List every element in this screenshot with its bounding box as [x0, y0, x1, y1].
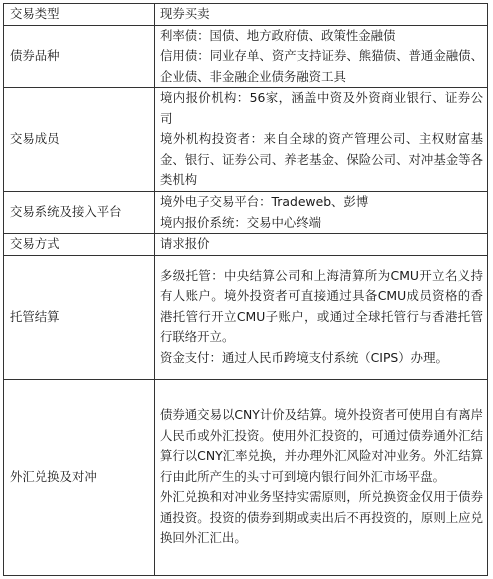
content-paragraph: 信用债：同业存单、资产支持证券、熊猫债、普通金融债、企业债、非金融企业债务融资工具 [160, 48, 483, 84]
row-label: 债券品种 [4, 25, 155, 88]
table-row-trade-method [4, 234, 488, 256]
content-paragraph: 利率债：国债、地方政府债、政策性金融债 [160, 27, 396, 43]
table-row-trade-type [4, 4, 488, 26]
table-row-members [4, 88, 488, 192]
row-label: 交易成员 [4, 88, 155, 192]
row-content [155, 234, 488, 256]
content-paragraph: 请求报价 [160, 236, 210, 251]
table-row-custody-settlement [4, 255, 488, 379]
content-paragraph: 境内报价系统：交易中心终端 [160, 214, 322, 230]
row-label: 托管结算 [4, 255, 155, 379]
content-paragraph: 境内报价机构：56家，涵盖中资及外资商业银行、证券公司 [160, 90, 483, 126]
row-label: 交易方式 [4, 234, 155, 256]
content-paragraph: 债券通交易以CNY计价及结算。境外投资者可使用自有离岸人民币或外汇投资。使用外汇投资的，可通过债券通外汇结算行以CNY汇率兑换，并办理外汇风险对冲业务。外汇结算行由此所产生的头寸可到境内银行间外汇市场平盘。 [160, 407, 483, 484]
row-content [155, 379, 488, 575]
row-content [155, 255, 488, 379]
table-row-trading-systems [4, 192, 488, 234]
row-content [155, 4, 488, 26]
table-row-bond-types [4, 25, 488, 88]
row-label: 外汇兑换及对冲 [4, 379, 155, 575]
row-label: 交易系统及接入平台 [4, 192, 155, 234]
content-paragraph: 境外电子交易平台：Tradeweb、彭博 [160, 194, 369, 209]
bond-connect-info-table [3, 3, 488, 576]
row-label: 交易类型 [4, 4, 155, 26]
row-content [155, 88, 488, 192]
content-paragraph: 资金支付：通过人民币跨境支付系统（CIPS）办理。 [160, 349, 448, 365]
row-content [155, 25, 488, 88]
row-content [155, 192, 488, 234]
bond-connect-info-table-wrapper [3, 3, 488, 576]
content-paragraph: 多级托管：中央结算公司和上海清算所为CMU开立名义持有人账户。境外投资者可直接通过具备CMU成员资格的香港托管行开立CMU子账户，或通过全球托管行与香港托管行联络开立。 [160, 267, 483, 345]
content-paragraph: 外汇兑换和对冲业务坚持实需原则，所兑换资金仅用于债券通投资。投资的债券到期或卖出后不再投资的，原则上应兑换回外汇汇出。 [160, 489, 483, 546]
content-paragraph: 现券买卖 [160, 6, 210, 21]
table-row-fx-hedging [4, 379, 488, 575]
content-paragraph: 境外机构投资者：来自全球的资产管理公司、主权财富基金、银行、证券公司、养老基金、保险公司、对冲基金等各类机构 [160, 131, 483, 188]
